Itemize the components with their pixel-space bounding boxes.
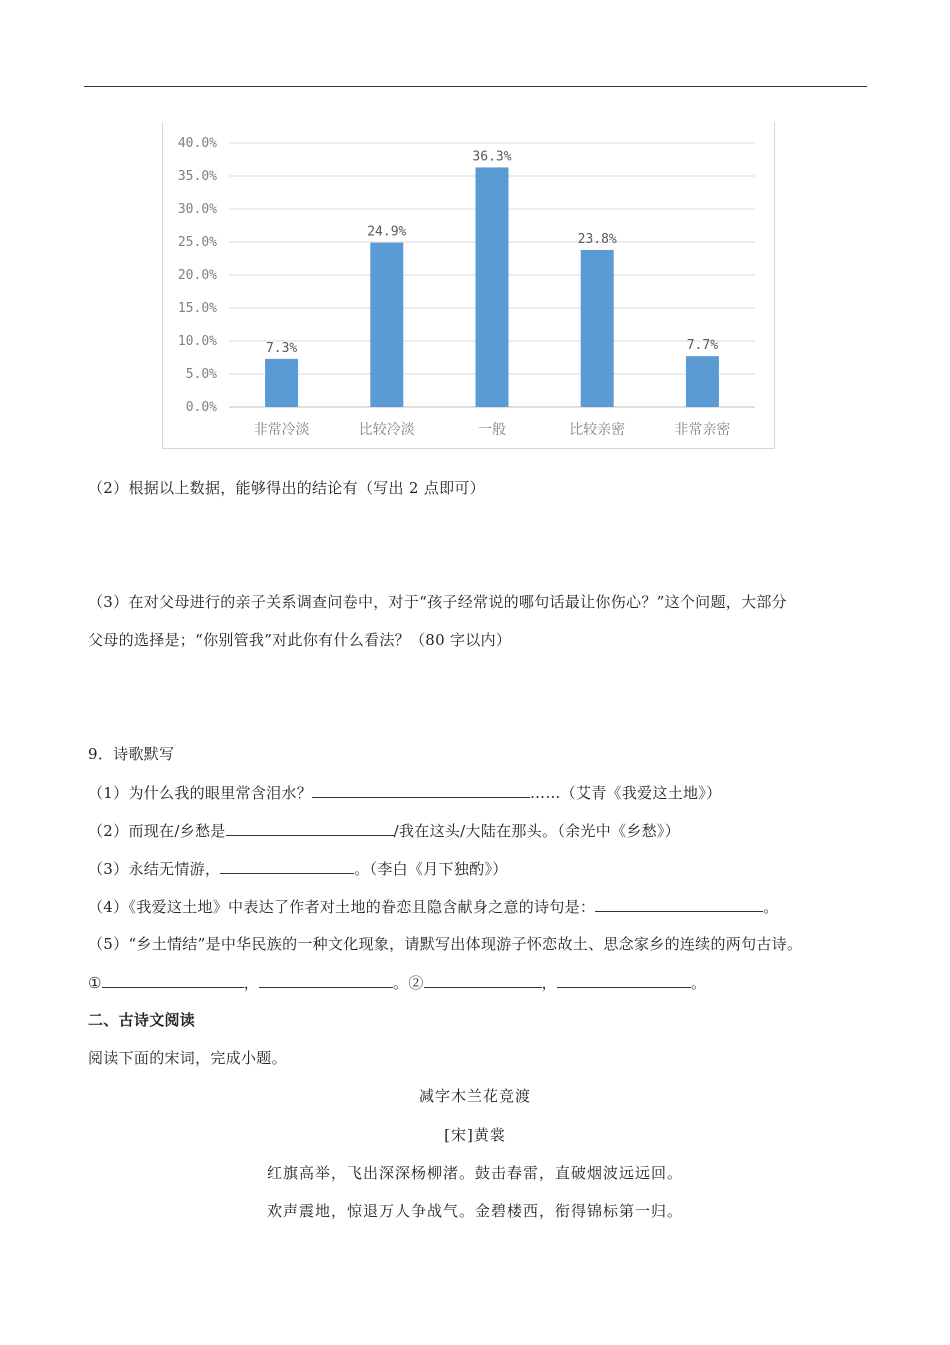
period: 。 [690, 974, 707, 992]
bar [370, 243, 403, 407]
question-9-1-source: ……（艾青《我爱这土地》） [530, 784, 722, 802]
answer-blank-9-1[interactable] [312, 782, 530, 798]
data-label: 23.8% [577, 231, 617, 247]
data-label: 7.3% [265, 340, 298, 356]
answer-blank-9-3[interactable] [220, 858, 354, 874]
question-9-5: （5）“乡土情结”是中华民族的一种文化现象，请默写出体现游子怀恋故土、思念家乡的连续的两句古诗。 [88, 935, 803, 953]
bar [476, 167, 509, 407]
y-tick-label: 25.0% [177, 235, 217, 250]
question-9-4 [88, 896, 779, 917]
answer-blank-9-5-d[interactable] [557, 972, 691, 988]
bar-chart [162, 122, 775, 449]
section-2-intro: 阅读下面的宋词，完成小题。 [88, 1049, 287, 1067]
data-label: 24.9% [367, 224, 407, 240]
question-9-4-prompt: （4）《我爱这土地》中表达了作者对土地的眷恋且隐含献身之意的诗句是： [88, 898, 596, 916]
x-tick-label: 一般 [478, 422, 506, 438]
answer-blank-9-5-c[interactable] [424, 972, 542, 988]
poem-author: [宋]黄裳 [444, 1126, 506, 1144]
y-tick-label: 30.0% [177, 202, 217, 217]
poem-line-1: 红旗高举，飞出深深杨柳渚。鼓击春雷，直破烟波远远回。 [266, 1164, 683, 1182]
answer-blank-9-5-b[interactable] [259, 972, 393, 988]
data-label: 36.3% [472, 149, 512, 165]
question-2: （2）根据以上数据，能够得出的结论有（写出 2 点即可） [88, 479, 486, 497]
question-9-2 [88, 820, 680, 841]
question-9-3-source: 。（李白《月下独酌》） [354, 860, 508, 878]
y-tick-label: 35.0% [177, 169, 217, 184]
poem-line-2: 欢声震地，惊退万人争战气。金碧楼西，衔得锦标第一归。 [266, 1202, 683, 1220]
question-9-2-prompt: （2）而现在/乡愁是 [88, 822, 226, 840]
question-9-2-source: /我在这头/大陆在那头。（余光中《乡愁》） [393, 822, 681, 840]
y-tick-label: 20.0% [177, 268, 217, 283]
header-rule [84, 86, 867, 87]
question-9-1 [88, 782, 721, 803]
y-tick-label: 0.0% [185, 400, 217, 415]
question-9-5-answers [88, 972, 706, 993]
question-9-3 [88, 858, 508, 879]
x-tick-label: 非常亲密 [674, 422, 731, 438]
y-tick-label: 5.0% [185, 367, 217, 382]
y-tick-label: 10.0% [177, 334, 217, 349]
x-tick-label: 比较冷淡 [358, 422, 415, 438]
x-tick-label: 非常冷淡 [253, 422, 310, 438]
bar [581, 250, 614, 407]
chart-svg [163, 122, 776, 449]
question-3-line-1: （3）在对父母进行的亲子关系调查问卷中，对于“孩子经常说的哪句话最让你伤心？”这个问题，大部分 [88, 593, 787, 611]
y-tick-label: 40.0% [177, 136, 217, 151]
question-9-4-end: 。 [763, 898, 779, 916]
answer-blank-9-5-a[interactable] [102, 972, 244, 988]
x-tick-label: 比较亲密 [569, 422, 626, 438]
section-2-title: 二、古诗文阅读 [88, 1011, 196, 1029]
y-tick-label: 15.0% [177, 301, 217, 316]
answer-blank-9-2[interactable] [226, 820, 394, 836]
question-9-title: 9．诗歌默写 [88, 745, 175, 763]
poem-title: 减字木兰花竞渡 [418, 1087, 531, 1105]
circled-1: ① [88, 974, 102, 992]
period-circled-2: 。② [393, 974, 424, 992]
bar [265, 359, 298, 407]
question-3-line-2: 父母的选择是；“你别管我”对此你有什么看法？（80 字以内） [88, 631, 512, 649]
question-9-1-prompt: （1）为什么我的眼里常含泪水？ [88, 784, 313, 802]
comma: ， [541, 974, 557, 992]
comma: ， [243, 974, 260, 992]
data-label: 7.7% [686, 338, 719, 354]
answer-blank-9-4[interactable] [595, 896, 763, 912]
question-9-3-prompt: （3）永结无情游， [88, 860, 221, 878]
bar [686, 356, 719, 407]
